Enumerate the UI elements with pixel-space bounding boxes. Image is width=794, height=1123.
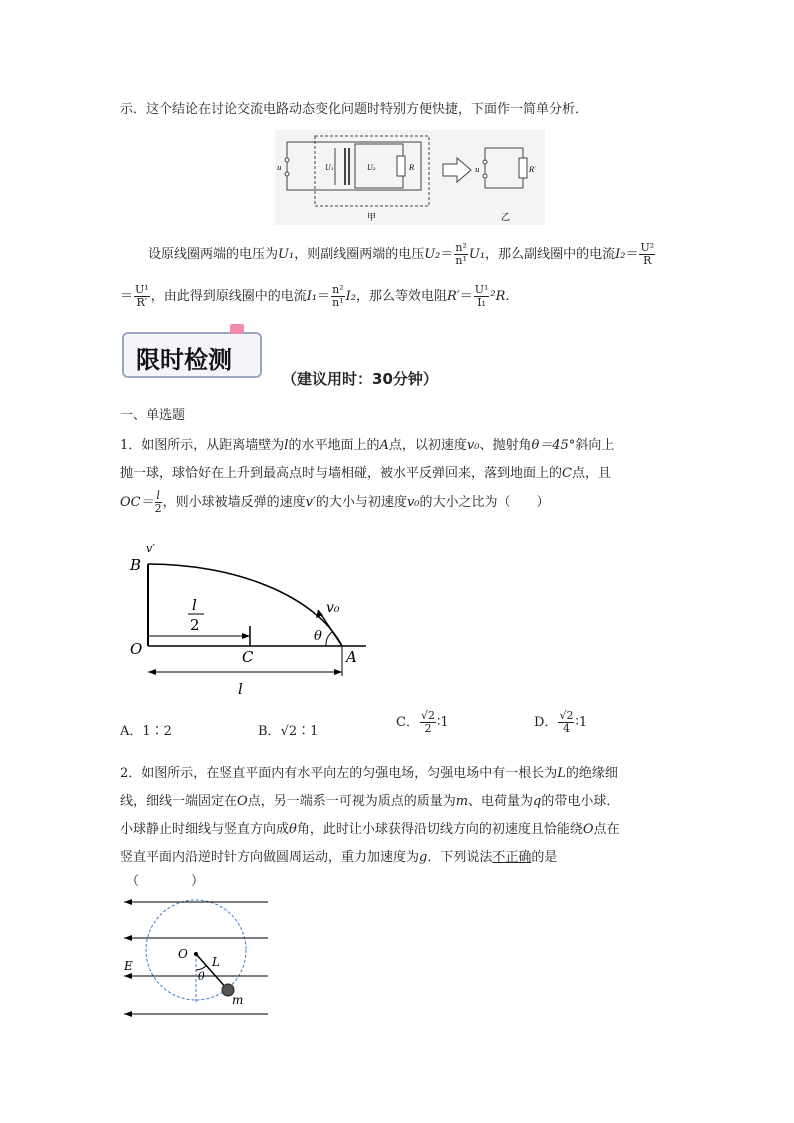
label-half-den: 2 <box>190 616 200 634</box>
eq-sign-2: ＝ <box>625 247 639 262</box>
option-text: 1∶2 <box>142 724 172 739</box>
var-I2b: I₂ <box>345 289 356 304</box>
var-U1b: U₁ <box>468 247 486 262</box>
field-arrow-4 <box>124 1011 132 1017</box>
label-u: u <box>277 164 282 172</box>
q2-L: L <box>557 766 566 781</box>
label-B: B <box>130 556 142 574</box>
q2-line-3 <box>120 818 620 837</box>
l-dim-arrow-left <box>148 669 156 675</box>
intro-line: 示．这个结论在讨论交流电路动态变化问题时特别方便快捷，下面作一简单分析． <box>120 102 589 117</box>
fraction-n2-n1-b <box>331 284 345 309</box>
q1-t2: 的水平地面上的 <box>288 438 380 453</box>
q2-answer-paren: （ ） <box>126 874 205 889</box>
eq-terminal-top <box>483 160 487 164</box>
q1-theta: θ＝45° <box>531 438 576 453</box>
eq-sign-3: ＝ <box>120 289 134 304</box>
eq-sign: ＝ <box>440 247 454 262</box>
label-half-num: l <box>192 596 197 614</box>
option-frac <box>558 710 574 735</box>
q2-t6: 的带电小球． <box>541 794 620 809</box>
label-O: O <box>178 947 188 961</box>
label-theta: θ <box>314 629 322 644</box>
fraction-n2-n1 <box>454 242 468 267</box>
frac-num: √2 <box>420 709 435 722</box>
frac-den: R <box>643 254 652 267</box>
q2-t3: 线，细线一端固定在 <box>120 794 238 809</box>
q1-A: A <box>379 438 389 453</box>
q1-line-2 <box>120 462 611 481</box>
option-frac <box>420 710 436 735</box>
transformer-figure <box>275 130 545 225</box>
banner-title: 限时检测 <box>136 346 232 374</box>
q1-v0: v₀ <box>466 438 480 453</box>
frac-num: n² <box>455 241 467 254</box>
q2-t8: 角，此时让小球获得沿切线方向的初速度且恰能绕 <box>296 822 583 837</box>
q2-theta: θ <box>289 822 297 837</box>
label-C: C <box>242 648 254 666</box>
q1-option-b[interactable] <box>258 720 318 739</box>
frac-den: n¹ <box>332 296 344 309</box>
label-E: E <box>124 959 133 973</box>
q2-m: m <box>455 794 469 809</box>
q2-field-figure <box>116 892 276 1022</box>
q1-t6: 抛一球，球恰好在上升到最高点时与墙相碰，被水平反弹回来，落到地面上的 <box>120 466 563 481</box>
derivation-text-a: 设原线圈两端的电压为 <box>148 247 279 262</box>
banner-clip <box>230 324 244 334</box>
option-key: B． <box>258 724 281 739</box>
label-theta: θ <box>198 970 205 983</box>
q1-t4: 、抛射角 <box>479 438 532 453</box>
label-l: l <box>238 680 243 698</box>
field-arrow-2 <box>124 935 132 941</box>
field-arrow-3 <box>124 973 132 979</box>
terminal-bottom <box>285 172 289 176</box>
q2-line-2 <box>120 790 619 809</box>
q2-t9: 点在 <box>593 822 620 837</box>
frac-den: 2 <box>424 722 432 735</box>
option-tail: ∶1 <box>575 715 588 730</box>
q2-t10: 竖直平面内沿逆时针方向做圆周运动，重力加速度为 <box>120 850 420 865</box>
q1-t9: 的大小与初速度 <box>315 495 407 510</box>
q1-option-d[interactable] <box>534 710 587 735</box>
label-jia: 甲 <box>367 213 377 223</box>
q2-g: g <box>419 850 428 865</box>
q1-l: l <box>284 438 289 453</box>
eq-tail: ²R. <box>490 289 510 304</box>
fraction-n2U-n1R <box>134 284 150 309</box>
label-O: O <box>130 640 143 658</box>
derivation-text-c: ，那么副线圈中的电流 <box>485 247 616 262</box>
q2-not-correct: 不正确 <box>492 850 532 865</box>
frac-den: I₁ <box>477 296 486 309</box>
var-I2: I₂ <box>615 247 626 262</box>
q2-t11: ．下列说法 <box>427 850 493 865</box>
derivation-text-b: ，则副线圈两端的电压 <box>294 247 425 262</box>
var-U1: U₁ <box>278 247 295 262</box>
derivation-line-1 <box>148 242 656 267</box>
q1-v0b: v₀ <box>406 495 420 510</box>
q2-t12: 的是 <box>531 850 558 865</box>
frac-num: l <box>156 489 160 502</box>
frac-num: U² <box>640 241 655 254</box>
label-m: m <box>232 993 244 1007</box>
label-A: A <box>346 648 357 666</box>
var-Rprime: R′ <box>446 289 460 304</box>
option-key: D． <box>534 715 558 730</box>
q1-C: C <box>562 466 572 481</box>
q2-t4: 点，另一端系一可视为质点的质量为 <box>247 794 456 809</box>
q1-half <box>155 490 162 515</box>
option-key: A． <box>120 724 143 739</box>
q1-option-c[interactable] <box>396 710 449 735</box>
fraction-U-R <box>639 242 655 267</box>
derivation-text-e: ，那么等效电阻 <box>355 289 447 304</box>
q1-t5: 斜向上 <box>575 438 615 453</box>
frac-num: U¹ <box>474 283 489 296</box>
derivation-line-2 <box>120 284 510 309</box>
q2-t7: 小球静止时细线与竖直方向成 <box>120 822 290 837</box>
label-U2: U₂ <box>367 164 376 172</box>
section-heading: 一、单选题 <box>120 408 186 423</box>
q2-O: O <box>237 794 248 809</box>
q2-q: q <box>533 794 542 809</box>
q2-O2: O <box>582 822 594 837</box>
resistor-Rprime <box>519 158 527 178</box>
pivot-O <box>194 952 198 956</box>
resistor-R <box>397 156 405 176</box>
q1-option-a[interactable] <box>120 720 172 739</box>
q2-t2: 的绝缘细 <box>565 766 618 781</box>
time-hint: （建议用时：30分钟） <box>282 370 438 388</box>
eq-sign-5: ＝ <box>459 289 473 304</box>
option-tail: ∶1 <box>436 715 449 730</box>
angle-arc <box>326 632 332 646</box>
section-banner <box>122 332 262 378</box>
fraction-U-I <box>474 284 490 309</box>
q2-t1: 2．如图所示，在竖直平面内有水平向左的匀强电场，匀强电场中有一根长为 <box>120 766 558 781</box>
label-vprime: v′ <box>146 542 155 555</box>
q1-t8: ，则小球被墙反弹的速度 <box>162 495 306 510</box>
frac-num: √2 <box>559 709 574 722</box>
frac-den: 4 <box>562 722 570 735</box>
q1-t3: 点，以初速度 <box>388 438 467 453</box>
field-arrow-1 <box>124 899 132 905</box>
l-dim-arrow-right <box>334 669 342 675</box>
q1-line-3 <box>120 490 550 515</box>
q2-line-1 <box>120 762 618 781</box>
q1-t10: 的大小之比为（ ） <box>419 495 550 510</box>
frac-den: R′ <box>136 296 148 309</box>
eq-sign-4: ＝ <box>317 289 331 304</box>
frac-num: n² <box>332 283 344 296</box>
label-Rprime: R′ <box>529 166 536 174</box>
trajectory <box>148 564 342 646</box>
label-L: L <box>212 955 220 969</box>
label-yi: 乙 <box>501 213 511 223</box>
frac-num: U¹ <box>135 283 149 296</box>
var-U2: U₂ <box>424 247 441 262</box>
derivation-text-d: ，由此得到原线圈中的电流 <box>150 289 307 304</box>
option-text: √2∶1 <box>280 724 319 739</box>
eq-terminal-bottom <box>483 174 487 178</box>
option-key: C． <box>396 715 419 730</box>
label-v0: v₀ <box>326 600 340 616</box>
frac-den: 2 <box>154 502 162 515</box>
q2-line-4 <box>120 846 557 865</box>
frac-den: n¹ <box>455 254 467 267</box>
half-dim-arrow <box>242 633 250 639</box>
q1-projectile-figure <box>126 536 376 701</box>
q1-vp: v′ <box>305 495 316 510</box>
var-I1: I₁ <box>306 289 318 304</box>
q1-line-1 <box>120 434 614 453</box>
q2-t5: 、电荷量为 <box>468 794 534 809</box>
label-U1: U₁ <box>325 164 334 172</box>
terminal-top <box>285 158 289 162</box>
q1-OC: OC＝ <box>120 495 154 510</box>
label-u-eq: u <box>475 166 480 174</box>
label-R: R <box>409 164 415 172</box>
q1-t7: 点，且 <box>571 466 611 481</box>
q1-t1: 1．如图所示，从距离墙壁为 <box>120 438 285 453</box>
